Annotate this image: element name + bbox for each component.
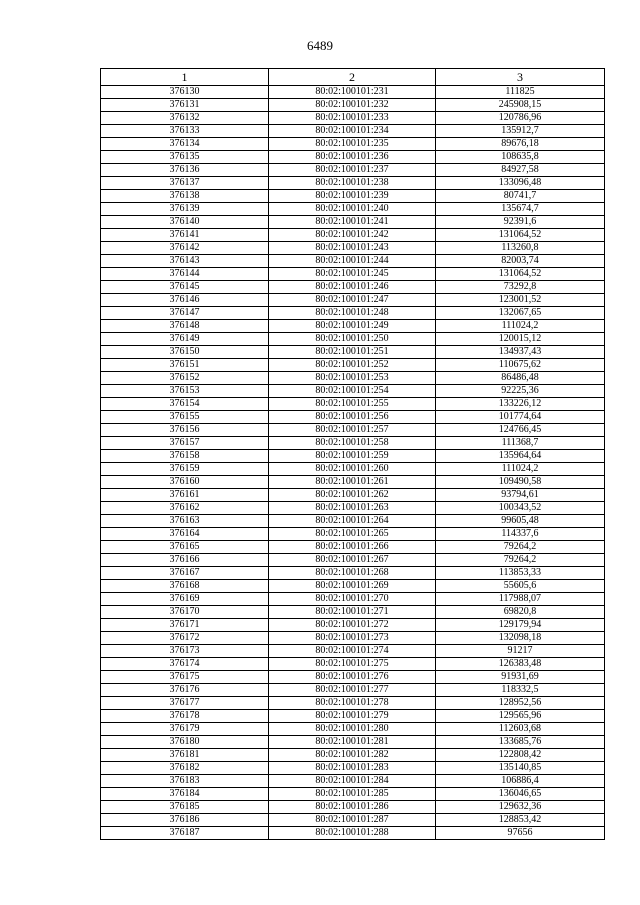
- cell-id: 376138: [101, 190, 269, 203]
- table-row: [101, 125, 605, 138]
- cell-id: 376153: [101, 385, 269, 398]
- table-row: [101, 736, 605, 749]
- cell-value: 100343,52: [436, 502, 605, 515]
- cell-cadastral-number: 80:02:100101:231: [269, 86, 436, 99]
- cell-cadastral-number: 80:02:100101:242: [269, 229, 436, 242]
- cell-cadastral-number: 80:02:100101:245: [269, 268, 436, 281]
- table-row: [101, 710, 605, 723]
- cell-cadastral-number: 80:02:100101:238: [269, 177, 436, 190]
- cell-value: 132067,65: [436, 307, 605, 320]
- cell-id: 376151: [101, 359, 269, 372]
- cell-value: 79264,2: [436, 541, 605, 554]
- cell-cadastral-number: 80:02:100101:268: [269, 567, 436, 580]
- table-row: [101, 164, 605, 177]
- table-row: [101, 515, 605, 528]
- cell-value: 134937,43: [436, 346, 605, 359]
- cell-value: 112603,68: [436, 723, 605, 736]
- table-row: [101, 398, 605, 411]
- cell-id: 376131: [101, 99, 269, 112]
- cell-cadastral-number: 80:02:100101:266: [269, 541, 436, 554]
- cell-id: 376183: [101, 775, 269, 788]
- cell-value: 135674,7: [436, 203, 605, 216]
- table-row: [101, 385, 605, 398]
- cell-id: 376136: [101, 164, 269, 177]
- cell-id: 376185: [101, 801, 269, 814]
- table-row: [101, 424, 605, 437]
- table-row: [101, 151, 605, 164]
- cell-value: 99605,48: [436, 515, 605, 528]
- table-row: [101, 684, 605, 697]
- cell-value: 111825: [436, 86, 605, 99]
- cell-value: 91931,69: [436, 671, 605, 684]
- cell-id: 376173: [101, 645, 269, 658]
- table-row: [101, 749, 605, 762]
- table-row: [101, 801, 605, 814]
- cell-id: 376186: [101, 814, 269, 827]
- cell-id: 376184: [101, 788, 269, 801]
- cell-value: 111368,7: [436, 437, 605, 450]
- table-row: [101, 359, 605, 372]
- cell-value: 129179,94: [436, 619, 605, 632]
- cell-cadastral-number: 80:02:100101:281: [269, 736, 436, 749]
- cell-value: 113260,8: [436, 242, 605, 255]
- table-row: [101, 723, 605, 736]
- cell-cadastral-number: 80:02:100101:262: [269, 489, 436, 502]
- cell-id: 376156: [101, 424, 269, 437]
- cell-value: 129632,36: [436, 801, 605, 814]
- table-row: [101, 775, 605, 788]
- cell-value: 86486,48: [436, 372, 605, 385]
- cell-value: 93794,61: [436, 489, 605, 502]
- cell-id: 376163: [101, 515, 269, 528]
- table-row: [101, 645, 605, 658]
- cell-cadastral-number: 80:02:100101:233: [269, 112, 436, 125]
- cell-cadastral-number: 80:02:100101:232: [269, 99, 436, 112]
- cell-cadastral-number: 80:02:100101:241: [269, 216, 436, 229]
- cell-value: 114337,6: [436, 528, 605, 541]
- cell-cadastral-number: 80:02:100101:255: [269, 398, 436, 411]
- cell-value: 120786,96: [436, 112, 605, 125]
- cell-value: 122808,42: [436, 749, 605, 762]
- table-row: [101, 177, 605, 190]
- cell-id: 376142: [101, 242, 269, 255]
- cell-id: 376137: [101, 177, 269, 190]
- cell-id: 376161: [101, 489, 269, 502]
- cell-id: 376176: [101, 684, 269, 697]
- table-row: [101, 502, 605, 515]
- cell-id: 376164: [101, 528, 269, 541]
- cell-id: 376181: [101, 749, 269, 762]
- cell-cadastral-number: 80:02:100101:283: [269, 762, 436, 775]
- cell-value: 113853,33: [436, 567, 605, 580]
- table-row: [101, 489, 605, 502]
- table-row: [101, 580, 605, 593]
- table-row: [101, 827, 605, 840]
- table-row: [101, 216, 605, 229]
- cell-value: 101774,64: [436, 411, 605, 424]
- cell-cadastral-number: 80:02:100101:258: [269, 437, 436, 450]
- header-row: [101, 69, 605, 86]
- table-row: [101, 788, 605, 801]
- table-row: [101, 619, 605, 632]
- table-row: [101, 203, 605, 216]
- table-row: [101, 411, 605, 424]
- cell-value: 128952,56: [436, 697, 605, 710]
- table-row: [101, 229, 605, 242]
- table-row: [101, 671, 605, 684]
- cell-id: 376140: [101, 216, 269, 229]
- cell-cadastral-number: 80:02:100101:250: [269, 333, 436, 346]
- table-row: [101, 567, 605, 580]
- cell-cadastral-number: 80:02:100101:254: [269, 385, 436, 398]
- cell-cadastral-number: 80:02:100101:272: [269, 619, 436, 632]
- cell-id: 376157: [101, 437, 269, 450]
- table-row: [101, 333, 605, 346]
- table-row: [101, 242, 605, 255]
- cell-value: 97656: [436, 827, 605, 840]
- cell-value: 84927,58: [436, 164, 605, 177]
- cell-value: 80741,7: [436, 190, 605, 203]
- cell-id: 376167: [101, 567, 269, 580]
- cell-value: 92225,36: [436, 385, 605, 398]
- cell-id: 376177: [101, 697, 269, 710]
- cell-value: 136046,65: [436, 788, 605, 801]
- cell-value: 135912,7: [436, 125, 605, 138]
- cell-id: 376168: [101, 580, 269, 593]
- cell-cadastral-number: 80:02:100101:246: [269, 281, 436, 294]
- cell-cadastral-number: 80:02:100101:251: [269, 346, 436, 359]
- table-row: [101, 528, 605, 541]
- cell-cadastral-number: 80:02:100101:239: [269, 190, 436, 203]
- cell-id: 376160: [101, 476, 269, 489]
- cell-cadastral-number: 80:02:100101:280: [269, 723, 436, 736]
- cell-id: 376147: [101, 307, 269, 320]
- cell-id: 376169: [101, 593, 269, 606]
- table-row: [101, 99, 605, 112]
- cell-cadastral-number: 80:02:100101:279: [269, 710, 436, 723]
- cell-value: 133226,12: [436, 398, 605, 411]
- cell-value: 133096,48: [436, 177, 605, 190]
- cell-id: 376162: [101, 502, 269, 515]
- table-row: [101, 112, 605, 125]
- cell-value: 135140,85: [436, 762, 605, 775]
- cell-value: 92391,6: [436, 216, 605, 229]
- cell-cadastral-number: 80:02:100101:286: [269, 801, 436, 814]
- cell-value: 132098,18: [436, 632, 605, 645]
- cell-value: 69820,8: [436, 606, 605, 619]
- cell-value: 117988,07: [436, 593, 605, 606]
- table-row: [101, 372, 605, 385]
- cell-cadastral-number: 80:02:100101:249: [269, 320, 436, 333]
- cell-value: 118332,5: [436, 684, 605, 697]
- table-row: [101, 86, 605, 99]
- table-row: [101, 814, 605, 827]
- table-row: [101, 541, 605, 554]
- table-row: [101, 762, 605, 775]
- cell-id: 376149: [101, 333, 269, 346]
- cell-cadastral-number: 80:02:100101:271: [269, 606, 436, 619]
- cell-id: 376180: [101, 736, 269, 749]
- table-header: [101, 69, 605, 86]
- cell-cadastral-number: 80:02:100101:285: [269, 788, 436, 801]
- table-row: [101, 658, 605, 671]
- column-header-2: 2: [269, 69, 436, 86]
- cell-cadastral-number: 80:02:100101:248: [269, 307, 436, 320]
- cell-value: 123001,52: [436, 294, 605, 307]
- cell-id: 376178: [101, 710, 269, 723]
- cell-id: 376172: [101, 632, 269, 645]
- cell-cadastral-number: 80:02:100101:234: [269, 125, 436, 138]
- table-row: [101, 554, 605, 567]
- table-row: [101, 281, 605, 294]
- cell-value: 110675,62: [436, 359, 605, 372]
- cell-value: 91217: [436, 645, 605, 658]
- cell-value: 109490,58: [436, 476, 605, 489]
- table-row: [101, 450, 605, 463]
- table-row: [101, 593, 605, 606]
- cell-id: 376150: [101, 346, 269, 359]
- table-row: [101, 307, 605, 320]
- cell-value: 120015,12: [436, 333, 605, 346]
- cell-cadastral-number: 80:02:100101:278: [269, 697, 436, 710]
- table-row: [101, 138, 605, 151]
- cell-value: 89676,18: [436, 138, 605, 151]
- table-row: [101, 294, 605, 307]
- cell-id: 376133: [101, 125, 269, 138]
- page-number: 6489: [307, 38, 333, 53]
- cell-cadastral-number: 80:02:100101:261: [269, 476, 436, 489]
- table-row: [101, 268, 605, 281]
- cell-value: 124766,45: [436, 424, 605, 437]
- cell-id: 376174: [101, 658, 269, 671]
- cell-cadastral-number: 80:02:100101:277: [269, 684, 436, 697]
- cell-cadastral-number: 80:02:100101:257: [269, 424, 436, 437]
- cell-cadastral-number: 80:02:100101:264: [269, 515, 436, 528]
- cell-cadastral-number: 80:02:100101:269: [269, 580, 436, 593]
- table-row: [101, 632, 605, 645]
- cell-cadastral-number: 80:02:100101:273: [269, 632, 436, 645]
- cell-id: 376179: [101, 723, 269, 736]
- cell-cadastral-number: 80:02:100101:274: [269, 645, 436, 658]
- cell-id: 376175: [101, 671, 269, 684]
- cell-value: 55605,6: [436, 580, 605, 593]
- table-row: [101, 437, 605, 450]
- cell-cadastral-number: 80:02:100101:288: [269, 827, 436, 840]
- cell-cadastral-number: 80:02:100101:243: [269, 242, 436, 255]
- cell-id: 376170: [101, 606, 269, 619]
- cell-value: 128853,42: [436, 814, 605, 827]
- cell-value: 79264,2: [436, 554, 605, 567]
- cell-cadastral-number: 80:02:100101:284: [269, 775, 436, 788]
- cell-cadastral-number: 80:02:100101:287: [269, 814, 436, 827]
- cell-value: 135964,64: [436, 450, 605, 463]
- cell-id: 376148: [101, 320, 269, 333]
- cell-value: 133685,76: [436, 736, 605, 749]
- cell-value: 111024,2: [436, 320, 605, 333]
- cell-cadastral-number: 80:02:100101:259: [269, 450, 436, 463]
- cell-id: 376187: [101, 827, 269, 840]
- cell-id: 376143: [101, 255, 269, 268]
- cell-cadastral-number: 80:02:100101:235: [269, 138, 436, 151]
- cell-value: 129565,96: [436, 710, 605, 723]
- cell-cadastral-number: 80:02:100101:263: [269, 502, 436, 515]
- cell-id: 376141: [101, 229, 269, 242]
- column-header-3: 3: [436, 69, 605, 86]
- table-row: [101, 255, 605, 268]
- cell-id: 376139: [101, 203, 269, 216]
- cell-id: 376130: [101, 86, 269, 99]
- cell-cadastral-number: 80:02:100101:270: [269, 593, 436, 606]
- data-table: [100, 68, 605, 840]
- cell-value: 245908,15: [436, 99, 605, 112]
- cell-id: 376154: [101, 398, 269, 411]
- cell-id: 376182: [101, 762, 269, 775]
- table-row: [101, 320, 605, 333]
- cell-id: 376159: [101, 463, 269, 476]
- cell-cadastral-number: 80:02:100101:237: [269, 164, 436, 177]
- table-row: [101, 190, 605, 203]
- cell-cadastral-number: 80:02:100101:282: [269, 749, 436, 762]
- table-row: [101, 476, 605, 489]
- table-row: [101, 463, 605, 476]
- cell-id: 376134: [101, 138, 269, 151]
- cell-cadastral-number: 80:02:100101:236: [269, 151, 436, 164]
- table-row: [101, 346, 605, 359]
- cell-cadastral-number: 80:02:100101:265: [269, 528, 436, 541]
- cell-id: 376165: [101, 541, 269, 554]
- cell-id: 376146: [101, 294, 269, 307]
- cell-value: 108635,8: [436, 151, 605, 164]
- cell-cadastral-number: 80:02:100101:267: [269, 554, 436, 567]
- cell-cadastral-number: 80:02:100101:276: [269, 671, 436, 684]
- cell-id: 376158: [101, 450, 269, 463]
- cell-id: 376155: [101, 411, 269, 424]
- cell-cadastral-number: 80:02:100101:256: [269, 411, 436, 424]
- cell-id: 376145: [101, 281, 269, 294]
- cell-value: 82003,74: [436, 255, 605, 268]
- cell-id: 376135: [101, 151, 269, 164]
- cell-cadastral-number: 80:02:100101:252: [269, 359, 436, 372]
- cell-cadastral-number: 80:02:100101:240: [269, 203, 436, 216]
- cell-id: 376171: [101, 619, 269, 632]
- cell-value: 131064,52: [436, 229, 605, 242]
- cell-cadastral-number: 80:02:100101:244: [269, 255, 436, 268]
- cell-id: 376144: [101, 268, 269, 281]
- cell-value: 131064,52: [436, 268, 605, 281]
- cell-value: 73292,8: [436, 281, 605, 294]
- cell-cadastral-number: 80:02:100101:260: [269, 463, 436, 476]
- table-row: [101, 697, 605, 710]
- cell-cadastral-number: 80:02:100101:247: [269, 294, 436, 307]
- cell-id: 376166: [101, 554, 269, 567]
- column-header-1: 1: [101, 69, 269, 86]
- cell-value: 106886,4: [436, 775, 605, 788]
- cell-cadastral-number: 80:02:100101:275: [269, 658, 436, 671]
- cell-id: 376132: [101, 112, 269, 125]
- cell-id: 376152: [101, 372, 269, 385]
- cell-value: 111024,2: [436, 463, 605, 476]
- table-body: [101, 86, 605, 840]
- cell-value: 126383,48: [436, 658, 605, 671]
- cell-cadastral-number: 80:02:100101:253: [269, 372, 436, 385]
- table-row: [101, 606, 605, 619]
